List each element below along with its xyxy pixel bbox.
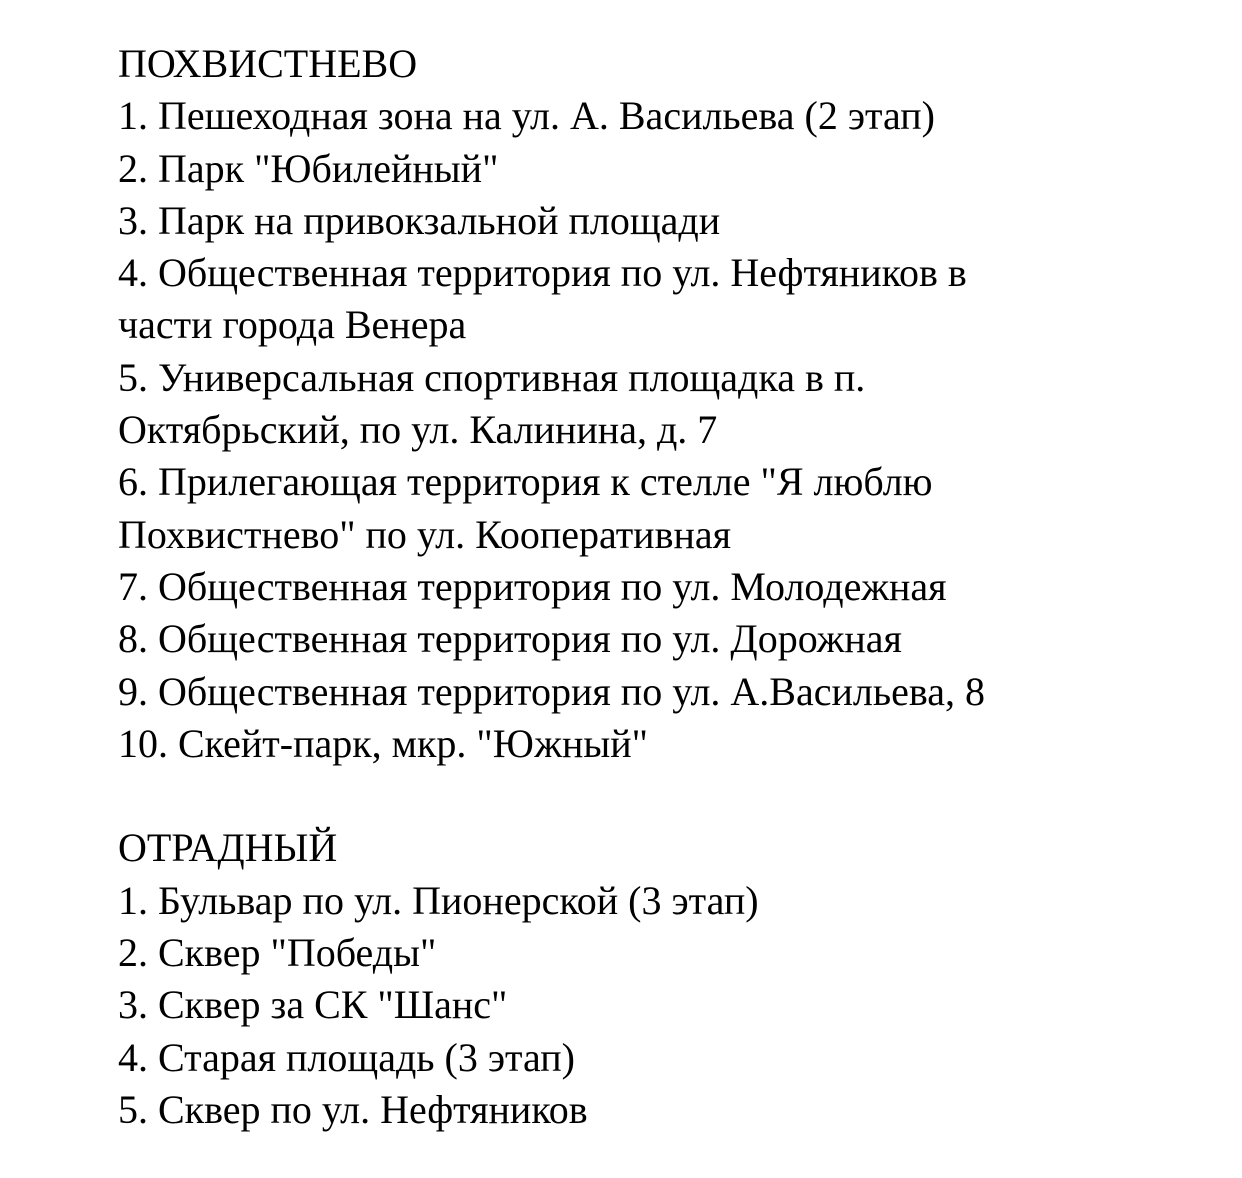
list-item bbox=[118, 1032, 1198, 1084]
list-item-line: 2. Парк "Юбилейный" bbox=[118, 145, 499, 191]
list-item-line: Октябрьский, по ул. Калинина, д. 7 bbox=[118, 407, 718, 453]
list-item bbox=[118, 979, 1198, 1031]
list-item-line: Похвистнево" по ул. Кооперативная bbox=[118, 511, 732, 557]
list-item bbox=[118, 247, 1198, 352]
list-item bbox=[118, 561, 1198, 613]
list-item-line: 5. Сквер по ул. Нефтяников bbox=[118, 1086, 588, 1132]
list-item bbox=[118, 143, 1198, 195]
list-item-line: 5. Универсальная спортивная площадка в п. bbox=[118, 354, 866, 400]
list-item-line: 3. Сквер за СК "Шанс" bbox=[118, 982, 508, 1028]
list-item bbox=[118, 875, 1198, 927]
list-item-line: 3. Парк на привокзальной площади bbox=[118, 197, 721, 243]
list-item-line: 1. Пешеходная зона на ул. А. Васильева (2 этап) bbox=[118, 93, 935, 139]
list-item-line: 4. Старая площадь (3 этап) bbox=[118, 1034, 575, 1080]
list-item-line: 8. Общественная территория по ул. Дорожная bbox=[118, 616, 902, 662]
section-heading: ПОХВИСТНЕВО bbox=[118, 41, 418, 86]
list-item bbox=[118, 352, 1198, 457]
list-item bbox=[118, 718, 1198, 770]
list-item-line: 2. Сквер "Победы" bbox=[118, 930, 437, 976]
list-item bbox=[118, 1084, 1198, 1136]
list-item-line: 7. Общественная территория по ул. Молодежная bbox=[118, 563, 947, 609]
section-otradny bbox=[118, 822, 1198, 1136]
list-item bbox=[118, 456, 1198, 561]
section-pokhvistnevo bbox=[118, 38, 1198, 770]
list-item bbox=[118, 195, 1198, 247]
list-item-line: 10. Скейт-парк, мкр. "Южный" bbox=[118, 720, 648, 766]
list-item bbox=[118, 90, 1198, 142]
list-item-line: части города Венера bbox=[118, 302, 467, 348]
list-item-line: 9. Общественная территория по ул. А.Васильева, 8 bbox=[118, 668, 985, 714]
list-item-line: 6. Прилегающая территория к стелле "Я люблю bbox=[118, 459, 933, 505]
section-spacer bbox=[118, 770, 1198, 822]
list-item bbox=[118, 613, 1198, 665]
list-item bbox=[118, 666, 1198, 718]
section-heading: ОТРАДНЫЙ bbox=[118, 825, 338, 871]
list-item-line: 1. Бульвар по ул. Пионерской (3 этап) bbox=[118, 877, 759, 923]
list-item bbox=[118, 927, 1198, 979]
document bbox=[118, 38, 1198, 1136]
list-item-line: 4. Общественная территория по ул. Нефтяников в bbox=[118, 250, 967, 296]
